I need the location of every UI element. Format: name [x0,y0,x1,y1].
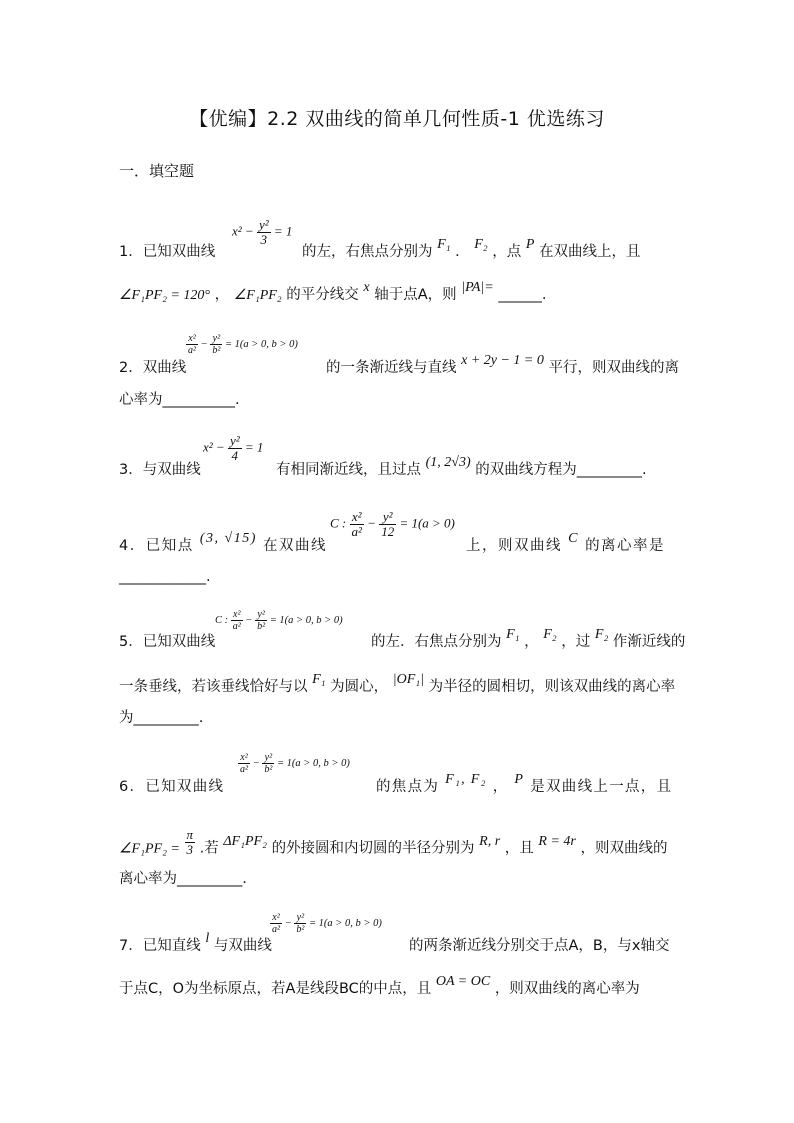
q5-n1: x² [231,609,243,621]
q1-line-2 [119,280,547,307]
q5-of1: |OF₁| [392,672,424,687]
q6-minus: − [252,757,260,769]
q4-text-c: 上，则双曲线 [466,538,562,554]
q7-l2-a: 于点C，O为坐标原点，若A是线段BC的中点，且 [119,981,432,997]
q7-text-b: 与双曲线 [213,938,272,954]
q1-angle-eq: ∠F₁PF₂ = 120° [119,288,210,303]
q6-text-d: 是双曲线上一点，且 [530,779,673,795]
q6-rr: R, r [479,833,501,849]
q4-equation [330,510,455,539]
section-heading: 一．填空题 [119,162,195,180]
q5-text-c: ， [524,634,539,650]
q6-l3: 离心率为_________. [119,871,247,887]
q7-line-1 [119,931,272,958]
q6-d1: a² [240,764,248,775]
q7-text: 7．已知直线 [119,938,201,954]
q6-line-1-cont [376,772,673,799]
q5-l2-c: 为半径的圆相切，则该双曲线的离心率 [428,679,676,695]
q5-d1: a² [232,621,241,632]
q1-eq-right: = 1 [273,223,293,239]
q1-line-1-cont [302,237,641,264]
q4-eq-tail: = 1(a > 0) [399,515,455,531]
q5-eq-pre: C : [215,614,229,626]
q5-f2b: F₂ [594,627,609,642]
q6-three: 3 [186,842,193,857]
q5-l2-f1: F₁ [312,672,326,687]
q4-l2: ____________. [119,569,211,585]
q5-f2: F₂ [543,627,557,642]
q7-l: l [205,931,210,946]
q5-text-b: 的左．右焦点分别为 [371,634,502,650]
q5-eq-tail: = 1(a > 0, b > 0) [269,614,343,626]
q5-l2-b: 为圆心， [330,679,389,695]
q1-eq-den: 3 [260,232,268,247]
q1-eq-num: y² [258,217,269,232]
q2-line-eq: x + 2y − 1 = 0 [461,353,544,368]
q5-n2: y² [255,609,267,621]
q7-eq-tail: = 1(a > 0, b > 0) [308,917,382,929]
q7-n1: x² [270,912,282,924]
q4-point: (3, √15) [199,531,257,546]
q6-l2-c: ，且 [504,840,534,857]
q6-line-2 [119,827,668,863]
q1-eq-left: x² − [232,223,254,239]
q5-line-2 [119,672,676,699]
q2-equation [186,333,298,356]
q7-minus: − [284,917,292,929]
q1-equation [232,218,292,247]
q4-d1: a² [351,524,362,539]
q2-minus: − [200,338,208,350]
q5-text-d: ，过 [561,634,591,650]
q2-d2: b² [212,345,221,356]
q4-c: C [568,531,579,546]
q4-n1: x² [350,510,364,525]
q2-eq-tail: = 1(a > 0, b > 0) [224,338,298,350]
q5-frac-1 [231,609,243,632]
q5-frac-2 [255,609,267,632]
q1-l2-c: 轴于点A，则 [374,287,457,303]
q2-line-2 [119,389,240,411]
q1-l2-a: ， [214,287,230,303]
q3-eq-den: 4 [231,448,239,463]
q3-equation [203,434,263,463]
q3-eq-num: y² [229,433,240,448]
q4-frac-1 [350,510,364,539]
q1-text: 1．已知双曲线 [119,244,216,260]
q6-l2-b: 的外接圆和内切圆的半径分别为 [271,840,475,857]
q7-frac-1 [270,912,282,935]
q5-minus: − [245,614,253,626]
q6-l2-d: ，则双曲线的 [580,840,668,857]
q1-pa: |PA|= [461,280,494,295]
q5-l2-a: 一条垂线，若该垂线恰好与以 [119,679,308,695]
q7-line-2 [119,974,640,1001]
q4-text-d: 的离心率是 [585,538,666,554]
q2-line-1-cont [326,353,679,380]
q6-r-eq: R = 4r [538,833,576,849]
q4-text: 4．已知点 [119,538,194,554]
q2-text-c: 平行，则双曲线的离 [548,360,679,376]
q6-triangle: ΔF₁PF₂ [223,833,267,849]
q6-text: 6．已知双曲线 [119,779,225,795]
q1-f2: F₂ [474,237,488,252]
q2-frac-2 [210,333,222,356]
q2-frac-1 [186,333,198,356]
q6-n1: x² [238,752,250,764]
q5-d2: b² [257,621,266,632]
q4-eq-pre: C : [330,515,347,531]
q1-f1: F₁ [437,237,451,252]
q6-foci: F₁, F₂ [445,772,487,787]
q7-d1: a² [272,924,280,935]
q7-oa-oc: OA = OC [435,974,491,989]
q6-line-1 [119,776,224,798]
q6-pi: π [186,827,194,842]
q7-n2: y² [294,912,306,924]
q5-text-e: 作渐近线的 [612,634,686,650]
q7-text-c: 的两条渐近线分别交于点A，B，与x轴交 [409,938,670,954]
q2-d1: a² [188,345,196,356]
q3-line-1-cont [276,455,647,482]
q7-line-1-cont [409,935,669,957]
q5-f1: F₁ [506,627,520,642]
q6-pi-fraction [185,828,196,857]
q3-eq-left: x² − [203,439,225,455]
q4-line-2 [119,566,211,588]
q1-text-d: 在双曲线上，且 [539,244,641,260]
q6-n2: y² [262,752,274,764]
q1-angle: ∠F₁PF₂ [233,288,282,303]
q3-line-1 [119,459,201,481]
q6-frac-1 [238,752,250,775]
q6-l2-a: .若 [199,840,219,857]
q5-line-1 [119,631,215,653]
q6-eq-tail: = 1(a > 0, b > 0) [276,757,350,769]
q1-eq-fraction [257,218,271,247]
q6-line-3 [119,868,247,890]
q3-eq-right: = 1 [244,439,264,455]
q2-n1: x² [186,333,198,345]
page-title: 【优编】2.2 双曲线的简单几何性质-1 优选练习 [189,108,605,130]
q1-text-b: 的左，右焦点分别为 [302,244,433,260]
q4-line-1-cont [466,531,666,558]
q1-blank: ______. [498,287,547,303]
q2-line-1 [119,357,186,379]
q1-x: x [363,280,370,295]
q6-equation [238,752,350,775]
q5-line-3 [119,707,203,729]
q4-n2: y² [379,510,396,525]
q4-minus: − [367,515,376,531]
q1-l2-b: 的平分线交 [286,287,359,303]
q2-text-b: 的一条渐近线与直线 [326,360,457,376]
q6-angle: ∠F₁PF₂ = [119,841,180,857]
q1-line-1 [119,241,215,263]
q6-p: P [514,772,525,787]
q7-l2-b: ，则双曲线的离心率为 [494,981,640,997]
q5-line-1-cont [371,627,686,654]
q3-eq-fraction [228,434,242,463]
q5-text: 5．已知双曲线 [119,634,216,650]
q6-text-c: ， [492,779,509,795]
q2-n2: y² [210,333,222,345]
q1-text-c: ，点 [492,244,522,260]
q6-frac-2 [262,752,274,775]
q3-text-c: 的双曲线方程为_________. [475,462,647,478]
q7-frac-2 [294,912,306,935]
q6-text-b: 的焦点为 [376,779,440,795]
q4-frac-2 [379,510,396,539]
q3-point: (1, 2√3) [425,455,471,470]
q4-text-b: 在双曲线 [262,538,327,554]
q1-dot: ． [455,244,470,260]
q2-l2: 心率为__________. [119,392,240,408]
q1-p: P [525,237,535,252]
q5-l3: 为_________. [119,710,204,726]
q7-equation [270,912,382,935]
q4-line-1 [119,531,327,558]
q3-text: 3．与双曲线 [119,462,201,478]
q7-d2: b² [296,924,305,935]
q3-text-b: 有相同渐近线，且过点 [276,462,421,478]
q5-equation [215,609,343,632]
q4-d2: 12 [381,524,395,539]
q2-text: 2．双曲线 [119,360,187,376]
q6-d2: b² [264,764,273,775]
